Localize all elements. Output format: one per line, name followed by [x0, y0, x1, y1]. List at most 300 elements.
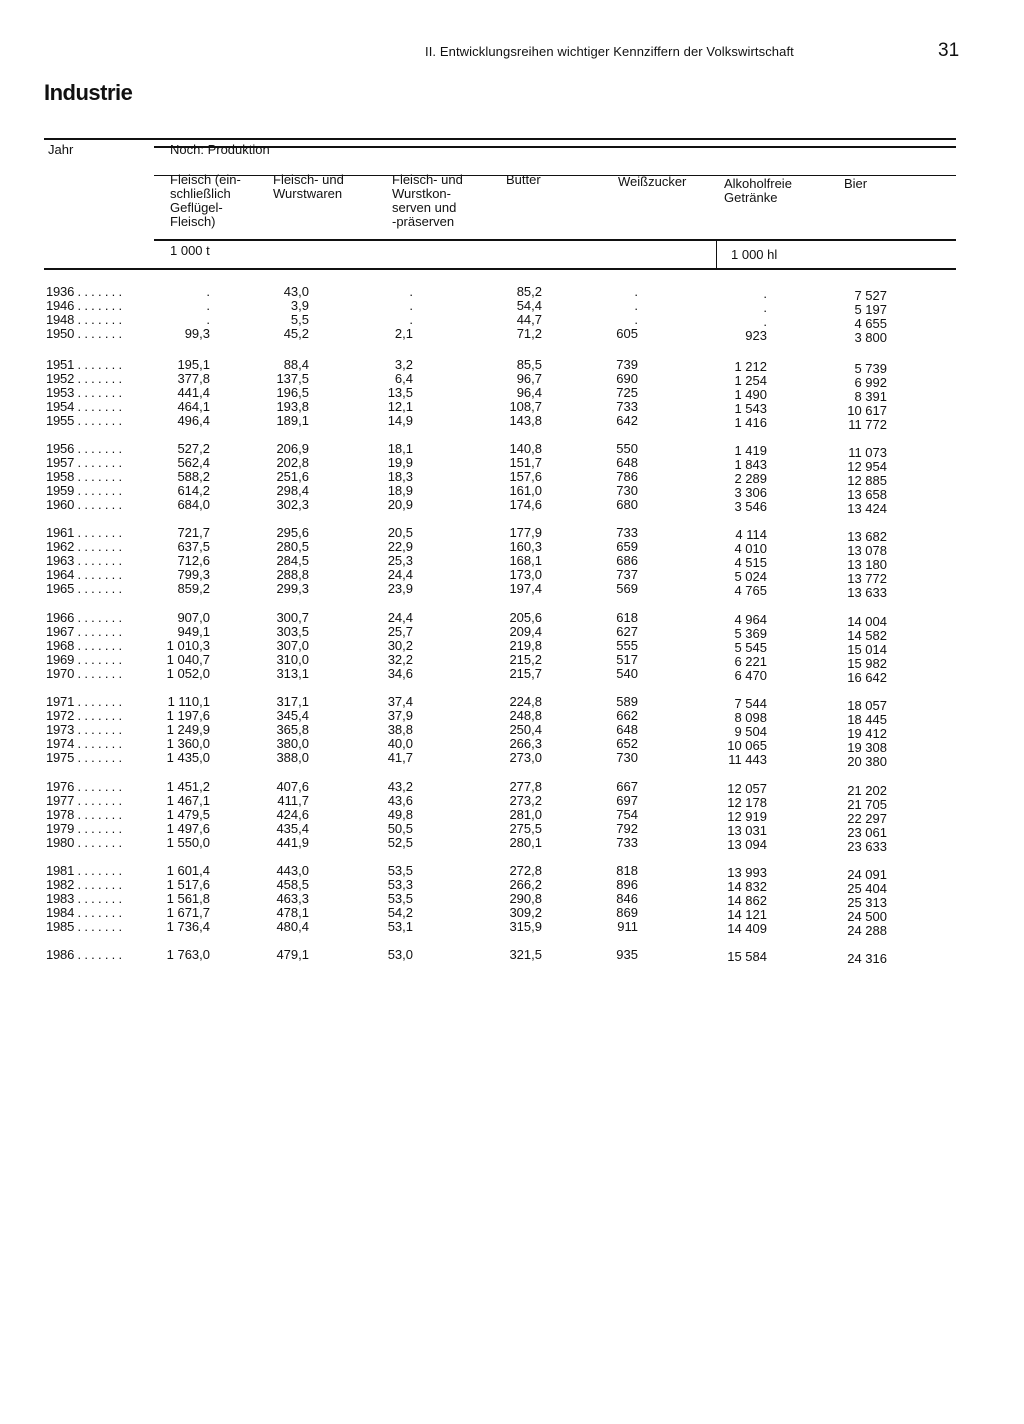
value-cell: 5 369 [734, 626, 767, 641]
value-cell: 157,6 [509, 469, 542, 484]
value-cell: 14 832 [727, 879, 767, 894]
value-cell: 24,4 [387, 567, 413, 582]
row-group [0, 947, 1024, 1017]
value-cell: 1 550,0 [166, 835, 210, 850]
value-cell: 18,1 [387, 441, 413, 456]
value-cell: 53,0 [387, 947, 413, 962]
value-cell: 14 121 [727, 907, 767, 922]
table-row [0, 357, 1024, 376]
value-cell: 1 736,4 [166, 919, 210, 934]
value-cell: 321,5 [509, 947, 542, 962]
value-cell: 25 404 [847, 881, 887, 896]
row-group [0, 610, 1024, 685]
value-cell: 1 467,1 [166, 793, 210, 808]
value-cell: 4 964 [734, 612, 767, 627]
value-cell: 53,3 [387, 877, 413, 892]
value-cell: 1 497,6 [166, 821, 210, 836]
unit-label-hectolitres: 1 000 hl [731, 247, 778, 262]
value-cell: 14,9 [387, 413, 413, 428]
value-cell: 411,7 [277, 793, 309, 808]
value-cell: 24 288 [847, 923, 887, 938]
value-cell: 24 091 [847, 867, 887, 882]
group-header-rule [154, 146, 956, 148]
value-cell: 923 [745, 328, 767, 343]
column-header-weisszucker: Weißzucker [618, 174, 687, 189]
value-cell: 697 [616, 793, 638, 808]
value-cell: 275,5 [509, 821, 542, 836]
value-cell: 20,5 [387, 525, 413, 540]
value-cell: 24 500 [847, 909, 887, 924]
year-cell: 1960 . . . . . . . [46, 497, 122, 512]
year-cell: 1970 . . . . . . . [46, 666, 122, 681]
value-cell: 38,8 [387, 722, 413, 737]
table-row [0, 525, 1024, 544]
value-cell: 496,4 [177, 413, 210, 428]
value-cell: 137,5 [276, 371, 309, 386]
value-cell: 859,2 [177, 581, 210, 596]
year-cell: 1974 . . . . . . . [46, 736, 122, 751]
table-row [0, 947, 1024, 966]
value-cell: 1 010,3 [166, 638, 210, 653]
value-cell: 2 289 [734, 471, 767, 486]
value-cell: . [634, 298, 638, 313]
value-cell: 205,6 [509, 610, 542, 625]
value-cell: 277,8 [509, 779, 542, 794]
value-cell: 209,4 [509, 624, 542, 639]
value-cell: 1 843 [734, 457, 767, 472]
value-cell: 555 [616, 638, 638, 653]
year-cell: 1981 . . . . . . . [46, 863, 122, 878]
value-cell: 224,8 [509, 694, 542, 709]
value-cell: 189,1 [276, 413, 309, 428]
value-cell: 18,3 [387, 469, 413, 484]
value-cell: 22,9 [387, 539, 413, 554]
value-cell: 662 [616, 708, 638, 723]
year-cell: 1962 . . . . . . . [46, 539, 122, 554]
table-row [0, 567, 1024, 586]
value-cell: 911 [617, 919, 638, 934]
table-row [0, 722, 1024, 741]
value-cell: 733 [616, 835, 638, 850]
table-row [0, 905, 1024, 924]
value-cell: 24,4 [387, 610, 413, 625]
value-cell: 174,6 [509, 497, 542, 512]
year-cell: 1951 . . . . . . . [46, 357, 122, 372]
value-cell: 480,4 [276, 919, 309, 934]
table-row [0, 399, 1024, 418]
value-cell: 53,5 [387, 891, 413, 906]
value-cell: 18 057 [847, 698, 887, 713]
value-cell: 280,1 [509, 835, 542, 850]
value-cell: 173,0 [509, 567, 542, 582]
row-group [0, 525, 1024, 600]
value-cell: 4 655 [854, 316, 887, 331]
value-cell: 151,7 [509, 455, 542, 470]
value-cell: 648 [616, 722, 638, 737]
column-header-fleisch-wurstwaren: Fleisch- und Wurstwaren [273, 172, 344, 201]
value-cell: 45,2 [283, 326, 309, 341]
value-cell: 799,3 [177, 567, 210, 582]
value-cell: 725 [616, 385, 638, 400]
value-cell: 273,0 [509, 750, 542, 765]
value-cell: 317,1 [276, 694, 309, 709]
value-cell: 478,1 [276, 905, 309, 920]
value-cell: 1 490 [734, 387, 767, 402]
year-cell: 1966 . . . . . . . [46, 610, 122, 625]
value-cell: 25,7 [387, 624, 413, 639]
value-cell: 424,6 [276, 807, 309, 822]
value-cell: 295,6 [276, 525, 309, 540]
value-cell: 43,6 [387, 793, 413, 808]
value-cell: 168,1 [509, 553, 542, 568]
year-cell: 1982 . . . . . . . [46, 877, 122, 892]
value-cell: 869 [616, 905, 638, 920]
table-row [0, 539, 1024, 558]
value-cell: 4 765 [734, 583, 767, 598]
table-row [0, 441, 1024, 460]
value-cell: 302,3 [276, 497, 309, 512]
value-cell: 388,0 [276, 750, 309, 765]
table-row [0, 835, 1024, 854]
value-cell: 443,0 [276, 863, 309, 878]
value-cell: 1 479,5 [166, 807, 210, 822]
value-cell: 11 443 [728, 752, 767, 767]
value-cell: 4 515 [734, 555, 767, 570]
value-cell: 52,5 [387, 835, 413, 850]
value-cell: 562,4 [177, 455, 210, 470]
year-cell: 1955 . . . . . . . [46, 413, 122, 428]
value-cell: 792 [616, 821, 638, 836]
value-cell: 3,9 [290, 298, 309, 313]
year-cell: 1961 . . . . . . . [46, 525, 122, 540]
year-cell: 1954 . . . . . . . [46, 399, 122, 414]
value-cell: 1 561,8 [166, 891, 210, 906]
value-cell: 667 [616, 779, 638, 794]
value-cell: 730 [616, 483, 638, 498]
value-cell: 206,9 [276, 441, 309, 456]
value-cell: 266,2 [509, 877, 542, 892]
value-cell: 652 [616, 736, 638, 751]
year-cell: 1978 . . . . . . . [46, 807, 122, 822]
value-cell: 13 993 [727, 865, 767, 880]
running-header: II. Entwicklungsreihen wichtiger Kennziffern der Volkswirtschaft [425, 44, 794, 59]
row-group [0, 863, 1024, 938]
value-cell: 614,2 [177, 483, 210, 498]
year-cell: 1957 . . . . . . . [46, 455, 122, 470]
table-row [0, 877, 1024, 896]
value-cell: 618 [616, 610, 638, 625]
year-cell: 1975 . . . . . . . [46, 750, 122, 765]
value-cell: 248,8 [509, 708, 542, 723]
value-cell: 4 114 [735, 527, 767, 542]
group-header: Noch: Produktion [170, 142, 270, 157]
value-cell: 24 316 [847, 951, 887, 966]
year-cell: 1948 . . . . . . . [46, 312, 122, 327]
column-header-fleisch: Fleisch (ein- schließlich Geflügel- Fleisch) [170, 172, 241, 229]
value-cell: . [763, 300, 767, 315]
value-cell: 21 202 [847, 783, 887, 798]
year-cell: 1936 . . . . . . . [46, 284, 122, 299]
value-cell: 300,7 [276, 610, 309, 625]
value-cell: 160,3 [509, 539, 542, 554]
table-row [0, 413, 1024, 432]
value-cell: 1 763,0 [166, 947, 210, 962]
year-cell: 1964 . . . . . . . [46, 567, 122, 582]
value-cell: 99,3 [184, 326, 210, 341]
value-cell: 733 [616, 399, 638, 414]
value-cell: 345,4 [276, 708, 309, 723]
value-cell: 5,5 [290, 312, 309, 327]
value-cell: 737 [616, 567, 638, 582]
value-cell: . [409, 298, 413, 313]
value-cell: 1 212 [734, 359, 767, 374]
value-cell: 53,5 [387, 863, 413, 878]
year-cell: 1959 . . . . . . . [46, 483, 122, 498]
year-cell: 1977 . . . . . . . [46, 793, 122, 808]
value-cell: 684,0 [177, 497, 210, 512]
value-cell: 307,0 [276, 638, 309, 653]
value-cell: 13 772 [847, 571, 887, 586]
value-cell: 19 308 [847, 740, 887, 755]
year-cell: 1968 . . . . . . . [46, 638, 122, 653]
value-cell: 12,1 [387, 399, 413, 414]
value-cell: 10 065 [727, 738, 767, 753]
value-cell: 299,3 [276, 581, 309, 596]
value-cell: 527,2 [177, 441, 210, 456]
value-cell: 935 [616, 947, 638, 962]
value-cell: 85,5 [516, 357, 542, 372]
value-cell: 6 221 [734, 654, 767, 669]
table-row [0, 821, 1024, 840]
unit-row-rule [154, 239, 956, 241]
value-cell: 50,5 [387, 821, 413, 836]
year-cell: 1946 . . . . . . . [46, 298, 122, 313]
value-cell: 54,4 [516, 298, 542, 313]
column-header-bier: Bier [844, 176, 868, 191]
value-cell: 435,4 [276, 821, 309, 836]
value-cell: 284,5 [276, 553, 309, 568]
value-cell: 13 682 [847, 529, 887, 544]
value-cell: 195,1 [177, 357, 210, 372]
value-cell: 1 052,0 [166, 666, 210, 681]
value-cell: 4 010 [734, 541, 767, 556]
value-cell: 23,9 [387, 581, 413, 596]
value-cell: 1 110,1 [167, 694, 210, 709]
value-cell: 680 [616, 497, 638, 512]
value-cell: . [763, 286, 767, 301]
value-cell: 13 180 [847, 557, 887, 572]
value-cell: 1 040,7 [166, 652, 210, 667]
value-cell: 540 [616, 666, 638, 681]
value-cell: 12 057 [727, 781, 767, 796]
year-cell: 1973 . . . . . . . [46, 722, 122, 737]
value-cell: 315,9 [509, 919, 542, 934]
table-row [0, 638, 1024, 657]
value-cell: 273,2 [509, 793, 542, 808]
value-cell: 458,5 [276, 877, 309, 892]
table-row [0, 919, 1024, 938]
value-cell: 627 [616, 624, 638, 639]
value-cell: 9 504 [734, 724, 767, 739]
value-cell: 659 [616, 539, 638, 554]
value-cell: 1 517,6 [166, 877, 210, 892]
value-cell: 637,5 [177, 539, 210, 554]
value-cell: 12 919 [727, 809, 767, 824]
value-cell: 96,7 [516, 371, 542, 386]
table-row [0, 807, 1024, 826]
value-cell: . [634, 312, 638, 327]
value-cell: 949,1 [177, 624, 210, 639]
row-group [0, 694, 1024, 769]
table-row [0, 863, 1024, 882]
table-row [0, 891, 1024, 910]
table-row [0, 779, 1024, 798]
value-cell: 22 297 [847, 811, 887, 826]
table-row [0, 312, 1024, 331]
value-cell: 44,7 [516, 312, 542, 327]
table-row [0, 736, 1024, 755]
value-cell: . [206, 312, 210, 327]
table-row [0, 793, 1024, 812]
table-top-rule [44, 138, 956, 140]
year-cell: 1963 . . . . . . . [46, 553, 122, 568]
value-cell: 13,5 [387, 385, 413, 400]
page-number: 31 [938, 40, 960, 61]
value-cell: 1 416 [734, 415, 767, 430]
value-cell: 37,9 [387, 708, 413, 723]
value-cell: 14 582 [847, 628, 887, 643]
value-cell: 786 [616, 469, 638, 484]
value-cell: 517 [616, 652, 638, 667]
value-cell: 7 527 [854, 288, 887, 303]
value-cell: 1 419 [734, 443, 767, 458]
value-cell: 19 412 [847, 726, 887, 741]
value-cell: 251,6 [276, 469, 309, 484]
value-cell: . [206, 284, 210, 299]
value-cell: 754 [616, 807, 638, 822]
value-cell: 219,8 [509, 638, 542, 653]
value-cell: 177,9 [509, 525, 542, 540]
value-cell: 85,2 [516, 284, 542, 299]
value-cell: 721,7 [177, 525, 210, 540]
column-header-konserven: Fleisch- und Wurstkon- serven und -präserven [392, 172, 463, 229]
value-cell: 589 [616, 694, 638, 709]
table-row [0, 610, 1024, 629]
value-cell: 5 197 [854, 302, 887, 317]
value-cell: 15 982 [847, 656, 887, 671]
value-cell: 161,0 [509, 483, 542, 498]
value-cell: 377,8 [177, 371, 210, 386]
table-row [0, 553, 1024, 572]
value-cell: . [763, 314, 767, 329]
value-cell: 310,0 [276, 652, 309, 667]
value-cell: 896 [616, 877, 638, 892]
value-cell: 1 543 [734, 401, 767, 416]
value-cell: 569 [616, 581, 638, 596]
value-cell: 712,6 [177, 553, 210, 568]
year-cell: 1976 . . . . . . . [46, 779, 122, 794]
year-cell: 1972 . . . . . . . [46, 708, 122, 723]
value-cell: 266,3 [509, 736, 542, 751]
value-cell: 298,4 [276, 483, 309, 498]
value-cell: 13 633 [847, 585, 887, 600]
value-cell: 12 178 [727, 795, 767, 810]
value-cell: 281,0 [509, 807, 542, 822]
value-cell: 88,4 [283, 357, 309, 372]
value-cell: 215,2 [509, 652, 542, 667]
value-cell: 739 [616, 357, 638, 372]
year-cell: 1985 . . . . . . . [46, 919, 122, 934]
value-cell: 3 800 [854, 330, 887, 345]
value-cell: 43,0 [283, 284, 309, 299]
value-cell: 140,8 [509, 441, 542, 456]
value-cell: 3 306 [734, 485, 767, 500]
value-cell: 690 [616, 371, 638, 386]
year-cell: 1958 . . . . . . . [46, 469, 122, 484]
table-row [0, 694, 1024, 713]
value-cell: 15 584 [727, 949, 767, 964]
value-cell: 686 [616, 553, 638, 568]
value-cell: 290,8 [509, 891, 542, 906]
value-cell: 280,5 [276, 539, 309, 554]
value-cell: 1 254 [734, 373, 767, 388]
table-row [0, 750, 1024, 769]
value-cell: 2,1 [394, 326, 413, 341]
table-row [0, 455, 1024, 474]
table-row [0, 284, 1024, 303]
value-cell: 14 004 [847, 614, 887, 629]
year-cell: 1986 . . . . . . . [46, 947, 122, 962]
value-cell: 18 445 [847, 712, 887, 727]
value-cell: 41,7 [387, 750, 413, 765]
table-row [0, 581, 1024, 600]
value-cell: 19,9 [387, 455, 413, 470]
value-cell: 250,4 [509, 722, 542, 737]
value-cell: 441,9 [276, 835, 309, 850]
value-cell: 43,2 [387, 779, 413, 794]
value-cell: 365,8 [276, 722, 309, 737]
value-cell: 193,8 [276, 399, 309, 414]
value-cell: 13 658 [847, 487, 887, 502]
table-row [0, 708, 1024, 727]
table-row [0, 326, 1024, 345]
value-cell: 818 [616, 863, 638, 878]
value-cell: . [634, 284, 638, 299]
table-row [0, 385, 1024, 404]
value-cell: 5 024 [734, 569, 767, 584]
year-cell: 1950 . . . . . . . [46, 326, 122, 341]
value-cell: 54,2 [387, 905, 413, 920]
row-group [0, 284, 1024, 354]
value-cell: . [409, 284, 413, 299]
value-cell: 8 098 [734, 710, 767, 725]
value-cell: 648 [616, 455, 638, 470]
year-cell: 1952 . . . . . . . [46, 371, 122, 386]
value-cell: 23 061 [847, 825, 887, 840]
value-cell: 143,8 [509, 413, 542, 428]
table-row [0, 371, 1024, 390]
value-cell: 96,4 [516, 385, 542, 400]
value-cell: 13 424 [847, 501, 887, 516]
year-cell: 1984 . . . . . . . [46, 905, 122, 920]
value-cell: 3,2 [394, 357, 413, 372]
value-cell: 1 451,2 [166, 779, 210, 794]
value-cell: 303,5 [276, 624, 309, 639]
value-cell: 20 380 [847, 754, 887, 769]
table-header-bottom-rule [44, 268, 956, 270]
value-cell: 407,6 [276, 779, 309, 794]
year-cell: 1980 . . . . . . . [46, 835, 122, 850]
